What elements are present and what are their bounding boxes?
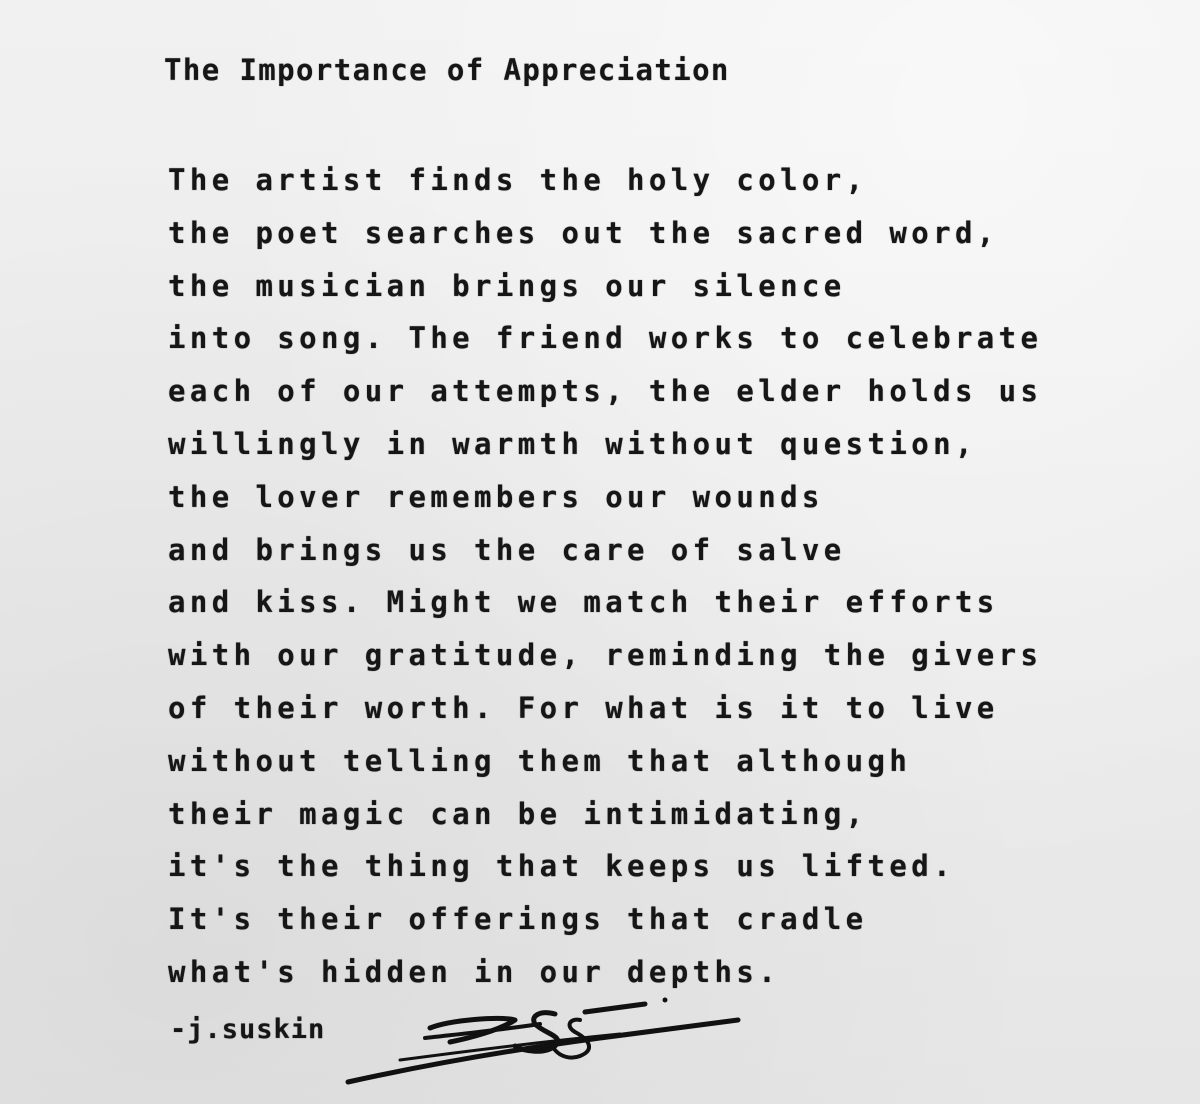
poem-line: without telling them that although (168, 743, 912, 778)
handwritten-signature (340, 990, 760, 1090)
poem-title: The Importance of Appreciation (164, 53, 730, 87)
poem-line: with our gratitude, reminding the givers (168, 638, 1043, 673)
poem-line: willingly in warmth without question, (168, 426, 977, 461)
poem-line: and brings us the care of salve (168, 532, 846, 567)
poem-line: of their worth. For what is it to live (168, 690, 999, 725)
poem-line: the lover remembers our wounds (168, 479, 824, 514)
poem-line: The artist finds the holy color, (168, 163, 868, 197)
poem-line: their magic can be intimidating, (168, 796, 868, 831)
author-byline: -j.suskin (170, 1014, 326, 1045)
poem-body (168, 158, 1042, 1003)
poem-line: and kiss. Might we match their efforts (168, 585, 999, 620)
poem-line: what's hidden in our depths. (168, 954, 781, 989)
poem-line: it's the thing that keeps us lifted. (168, 849, 955, 884)
poem-line: into song. The friend works to celebrate (168, 321, 1043, 356)
poem-line: It's their offerings that cradle (168, 902, 868, 937)
poem-line: the musician brings our silence (168, 268, 846, 303)
poem-line: each of our attempts, the elder holds us (168, 374, 1043, 409)
poem-line: the poet searches out the sacred word, (168, 215, 999, 250)
